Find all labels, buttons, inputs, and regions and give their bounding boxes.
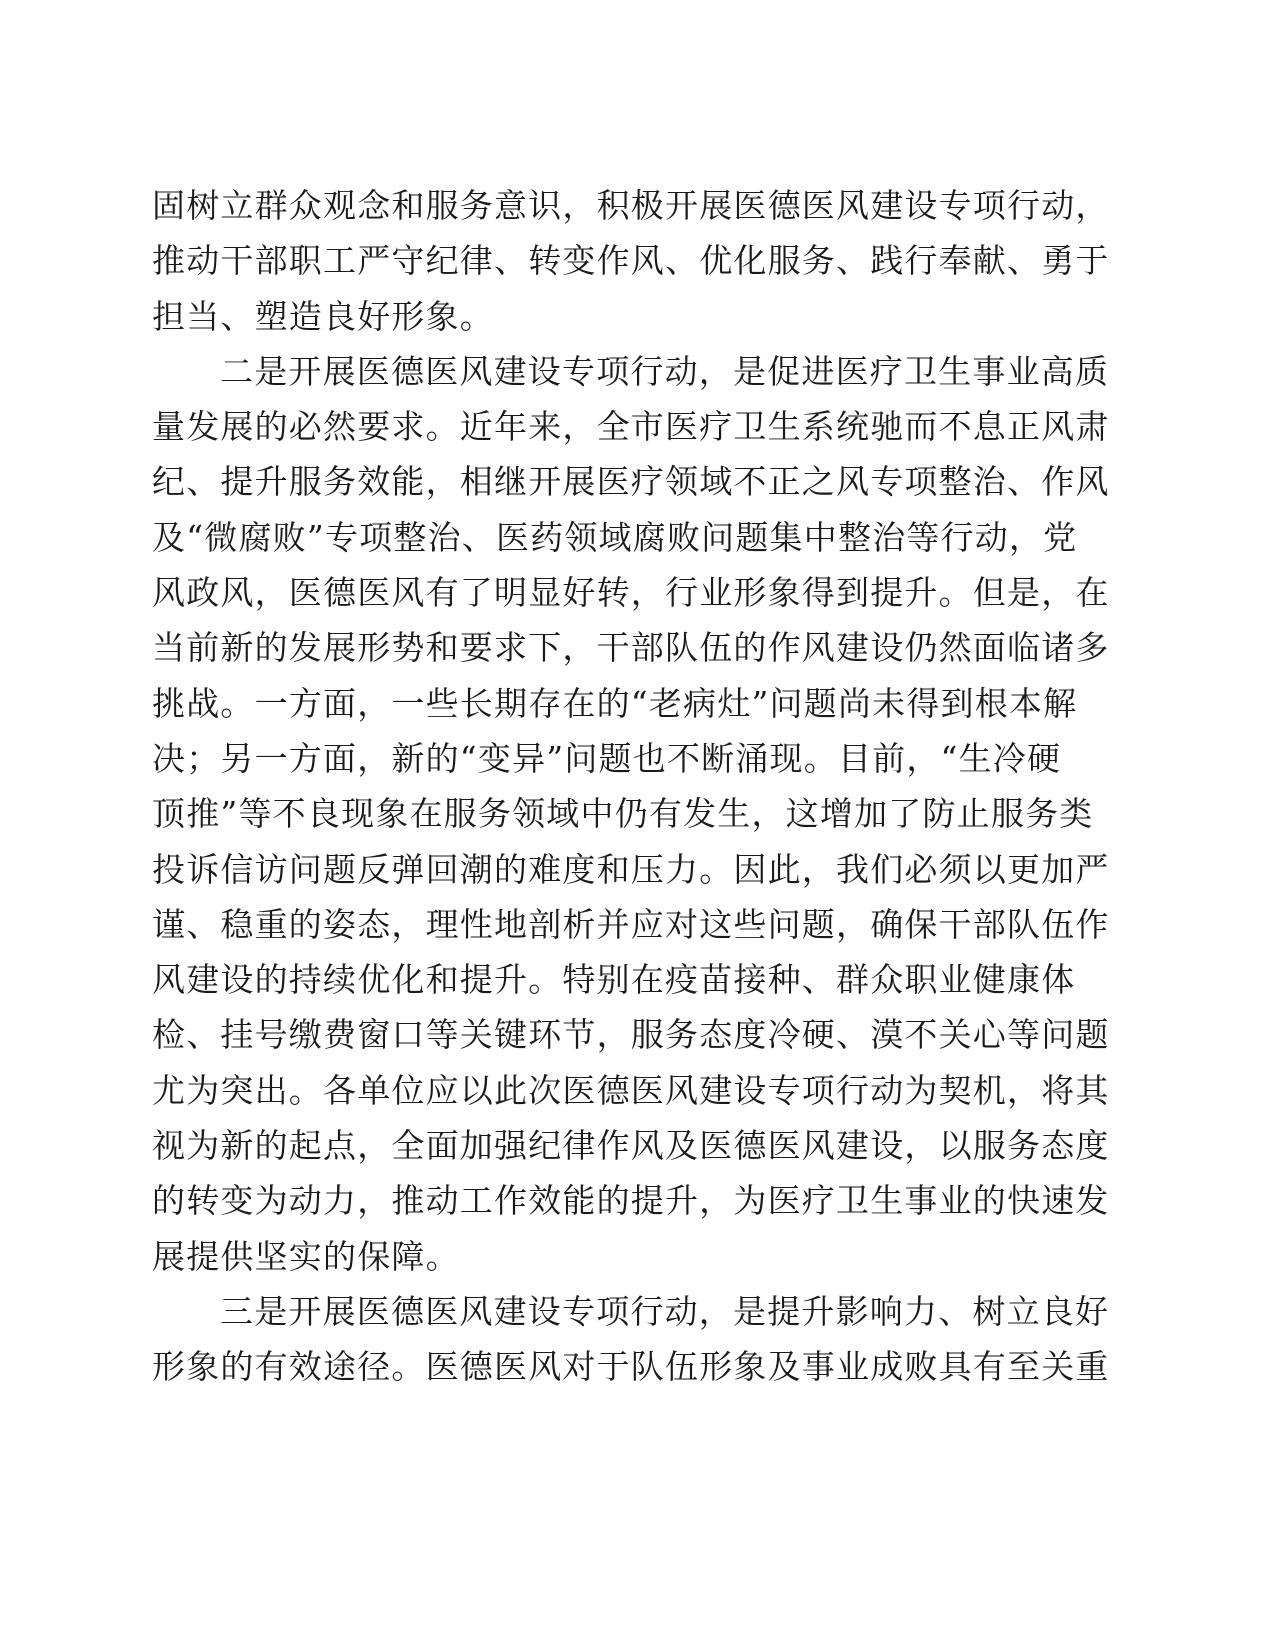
text-line: 谨、稳重的姿态，理性地剖析并应对这些问题，确保干部队伍作 xyxy=(152,904,1110,944)
text-line: 风建设的持续优化和提升。特别在疫苗接种、群众职业健康体 xyxy=(152,960,1076,1000)
text-line: 展提供坚实的保障。 xyxy=(152,1236,460,1276)
text-line: 决；另一方面，新的“变异”问题也不断涌现。目前，“生冷硬 xyxy=(152,738,1062,778)
text-line: 投诉信访问题反弹回潮的难度和压力。因此，我们必须以更加严 xyxy=(152,849,1110,889)
text-line: 检、挂号缴费窗口等关键环节，服务态度冷硬、漠不关心等问题 xyxy=(152,1015,1110,1055)
text-line: 担当、塑造良好形象。 xyxy=(152,296,494,336)
text-line: 固树立群众观念和服务意识，积极开展医德医风建设专项行动， xyxy=(152,186,1110,225)
paragraph-two-start: 二是开展医德医风建设专项行动，是促进医疗卫生事业高质 xyxy=(220,351,1110,391)
text-line: 的转变为动力，推动工作效能的提升，为医疗卫生事业的快速发 xyxy=(152,1181,1110,1221)
text-line: 当前新的发展形势和要求下，干部队伍的作风建设仍然面临诸多 xyxy=(152,628,1110,668)
text-line: 视为新的起点，全面加强纪律作风及医德医风建设，以服务态度 xyxy=(152,1126,1110,1166)
text-line: 纪、提升服务效能，相继开展医疗领域不正之风专项整治、作风 xyxy=(152,462,1110,502)
text-line: 风政风，医德医风有了明显好转，行业形象得到提升。但是，在 xyxy=(152,573,1110,613)
document-body xyxy=(152,178,1110,1395)
text-line: 形象的有效途径。医德医风对于队伍形象及事业成败具有至关重 xyxy=(152,1347,1110,1387)
text-line: 尤为突出。各单位应以此次医德医风建设专项行动为契机，将其 xyxy=(152,1070,1110,1110)
text-line: 挑战。一方面，一些长期存在的“老病灶”问题尚未得到根本解 xyxy=(152,683,1078,723)
text-line: 推动干部职工严守纪律、转变作风、优化服务、践行奉献、勇于 xyxy=(152,241,1110,281)
text-line: 顶推”等不良现象在服务领域中仍有发生，这增加了防止服务类 xyxy=(152,794,1094,834)
text-line: 量发展的必然要求。近年来，全市医疗卫生系统驰而不息正风肃 xyxy=(152,407,1110,447)
paragraph-three-start: 三是开展医德医风建设专项行动，是提升影响力、树立良好 xyxy=(220,1291,1110,1331)
text-line: 及“微腐败”专项整治、医药领域腐败问题集中整治等行动，党 xyxy=(152,517,1078,557)
